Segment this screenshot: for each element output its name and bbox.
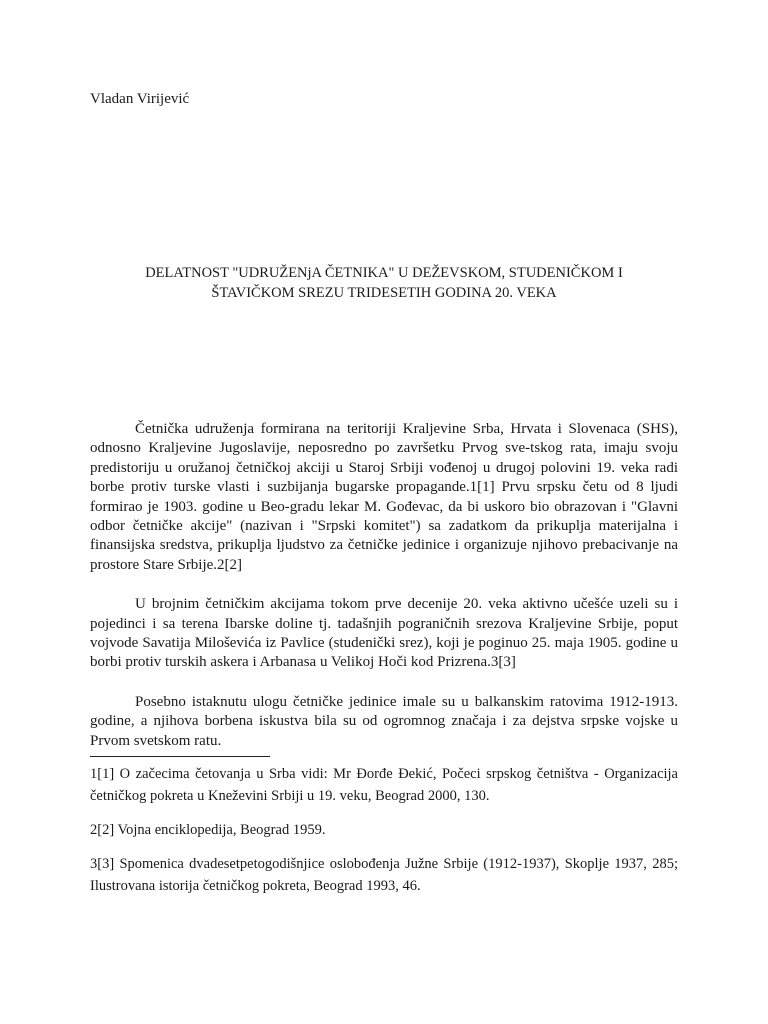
document-title <box>90 263 678 303</box>
title-line-1: DELATNOST "UDRUŽENjA ČETNIKA" U DEŽEVSKOM, STUDENIČKOM I <box>145 265 623 281</box>
footnote-3: 3[3] Spomenica dvadesetpetogodišnjice oslobođenja Južne Srbije (1912-1937), Skoplje 1937, 285; Ilustrovana istorija četničkog pokreta, Beograd 1993, 46. <box>90 856 678 894</box>
author-name: Vladan Virijević <box>90 91 190 107</box>
paragraph-2: U brojnim četničkim akcijama tokom prve decenije 20. veka aktivno učešće uzeli su i pojedinci i sa terena Ibarske doline tj. tadašnjih pograničnih srezova Kraljevine Srbije, poput vojvode Savatija Miloševića iz Pavlice (studenički srez), koji je poginuo 25. maja 1905. godine u borbi protiv turskih askera i Arbanasa u Velikoj Hoči kod Prizrena.3[3] <box>90 596 678 671</box>
footnote-separator <box>90 756 270 757</box>
paragraph-3: Posebno istaknutu ulogu četničke jedinice imale su u balkanskim ratovima 1912-1913. godine, a njihova borbena iskustva bila su od ogromnog značaja i za dejstva srpske vojske u Prvom svetskom ratu. <box>90 693 678 749</box>
title-line-2: ŠTAVIČKOM SREZU TRIDESETIH GODINA 20. VEKA <box>211 285 557 301</box>
body-text <box>90 420 678 751</box>
footnotes <box>90 763 678 897</box>
paragraph-1: Četnička udruženja formirana na teritoriji Kraljevine Srba, Hrvata i Slovenaca (SHS), odnosno Kraljevine Jugoslavije, neposredno po završetku Prvog sve-tskog rata, imaju svoju predistoriju u oružanoj četničkoj akciji u Staroj Srbiji vođenoj u drugoj polovini 19. veka radi borbe protiv turske vlasti i suzbijanja bugarske propagande.1[1] Prvu srpsku četu od 8 ljudi formirao je 1903. godine u Beo-gradu lekar M. Gođevac, da bi uskoro bio obrazovan i "Glavni odbor četničke akcije" (nazivan i "Srpski komitet") sa zadatkom da prikuplja materijalna i finansijska sredstva, prikuplja ljudstvo za četničke jedinice i organizuje njihovo prebacivanje na prostore Stare Srbije.2[2] <box>90 421 678 573</box>
footnote-2: 2[2] Vojna enciklopedija, Beograd 1959. <box>90 822 326 838</box>
footnote-1: 1[1] O začecima četovanja u Srba vidi: Mr Đorđe Đekić, Počeci srpskog četništva - Organizacija četničkog pokreta u Kneževini Srbiji u 19. veku, Beograd 2000, 130. <box>90 766 678 804</box>
